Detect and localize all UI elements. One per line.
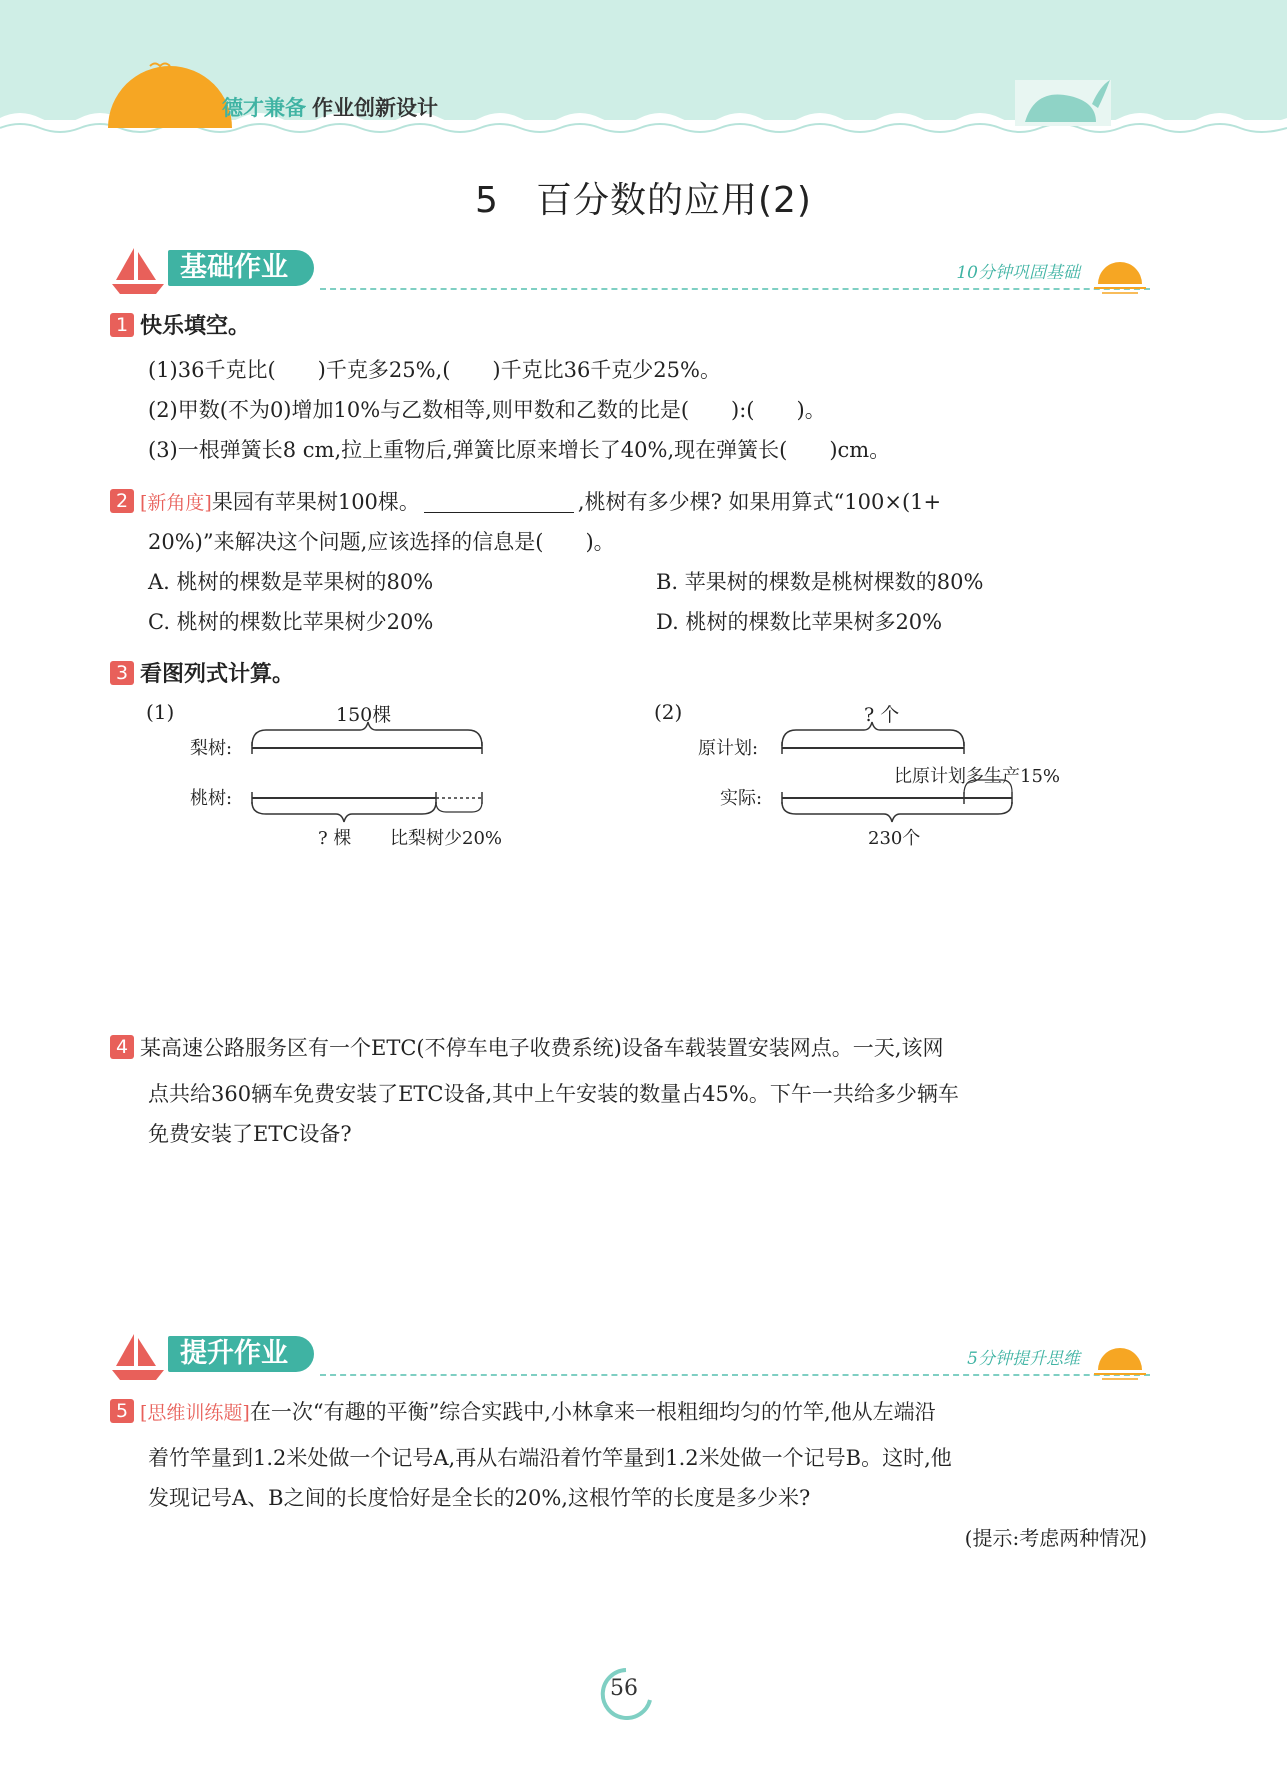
diagram-bottom-label: 230个 [868,828,921,849]
q5-hint: (提示:考虑两种情况) [964,1526,1147,1550]
row-label-actual: 实际: [720,788,763,809]
diagram-lines [146,700,566,850]
question-3 [110,654,1150,695]
q5-line-2: 着竹竿量到1.2米处做一个记号A,再从右端沿着竹竿量到1.2米处做一个记号B。这时,他 [148,1446,952,1470]
diagram-note: 比原计划多生产15% [894,766,1061,787]
question-number: 1 [110,313,134,337]
diagram-unknown-label: ? 棵 [318,828,352,849]
row-label-peach: 桃树: [190,788,233,809]
question-number: 2 [110,489,134,513]
sailboat-icon [110,1330,170,1382]
line-diagram-1 [146,700,566,850]
header-band [0,0,1287,150]
section-title-basic: 基础作业 [168,250,314,286]
page-title: 5 百分数的应用(2) [475,180,812,221]
q4-line-2: 点共给360辆车免费安装了ETC设备,其中上午安装的数量占45%。下午一共给多少辆车 [148,1082,959,1106]
q4-line-1: 某高速公路服务区有一个ETC(不停车电子收费系统)设备车载装置安装网点。一天,该网 [140,1036,944,1060]
section-note-basic: 10分钟巩固基础 [956,263,1080,283]
divider [320,288,1150,290]
page-number: 56 [610,1676,638,1701]
option-a[interactable]: A. 桃树的棵数是苹果树的80% [148,570,434,594]
q5-line-1: 在一次“有趣的平衡”综合实践中,小林拿来一根粗细均匀的竹竿,他从左端沿 [249,1400,936,1424]
brand-subtitle: 作业创新设计 [312,96,438,120]
diagram-note: 比梨树少20% [390,828,503,849]
question-number: 5 [110,1399,134,1423]
q4-line-3: 免费安装了ETC设备? [148,1122,352,1146]
question-heading: 看图列式计算。 [140,662,295,687]
answer-blank[interactable] [424,492,574,513]
sailboat-icon [110,244,170,296]
question-2 [110,482,1150,523]
question-4 [110,1028,1150,1068]
row-label-plan: 原计划: [698,738,759,759]
line-diagram-2 [654,700,1114,850]
q1-item-2: (2)甲数(不为0)增加10%与乙数相等,则甲数和乙数的比是( ):( )。 [148,398,826,422]
divider [320,1374,1150,1376]
question-tag: [新角度] [140,492,212,514]
q2-text-b: ,桃树有多少棵? 如果用算式“100×(1+ [577,490,942,514]
q2-text-a: 果园有苹果树100棵。 [211,490,420,514]
section-note-advanced: 5分钟提升思维 [967,1349,1080,1369]
question-1 [110,306,1150,347]
option-b[interactable]: B. 苹果树的棵数是桃树棵数的80% [656,570,984,594]
diagram-label: (1) [146,700,175,724]
option-d[interactable]: D. 桃树的棵数比苹果树多20% [656,610,943,634]
diagram-top-label: ? 个 [864,704,900,726]
question-5 [110,1392,1150,1433]
question-number: 3 [110,661,134,685]
section-title-advanced: 提升作业 [168,1336,314,1372]
question-number: 4 [110,1035,134,1059]
sun-icon-small [1090,1338,1150,1382]
brand-name: 德才兼备 [222,96,306,120]
row-label-pear: 梨树: [190,738,233,759]
question-heading: 快乐填空。 [140,314,251,339]
diagram-label: (2) [654,700,683,724]
question-tag: [思维训练题] [140,1402,250,1424]
q2-text-c: 20%)”来解决这个问题,应该选择的信息是( )。 [148,530,615,554]
header-brand [222,92,438,122]
q1-item-3: (3)一根弹簧长8 cm,拉上重物后,弹簧比原来增长了40%,现在弹簧长( )cm。 [148,438,891,462]
section-header-basic [110,244,1150,304]
diagram-top-label: 150棵 [336,704,392,726]
q5-line-3: 发现记号A、B之间的长度恰好是全长的20%,这根竹竿的长度是多少米? [148,1486,811,1510]
sun-icon-small [1090,252,1150,296]
section-header-advanced [110,1330,1150,1390]
whale-icon [1015,80,1111,126]
q1-item-1: (1)36千克比( )千克多25%,( )千克比36千克少25%。 [148,358,721,382]
option-c[interactable]: C. 桃树的棵数比苹果树少20% [148,610,434,634]
